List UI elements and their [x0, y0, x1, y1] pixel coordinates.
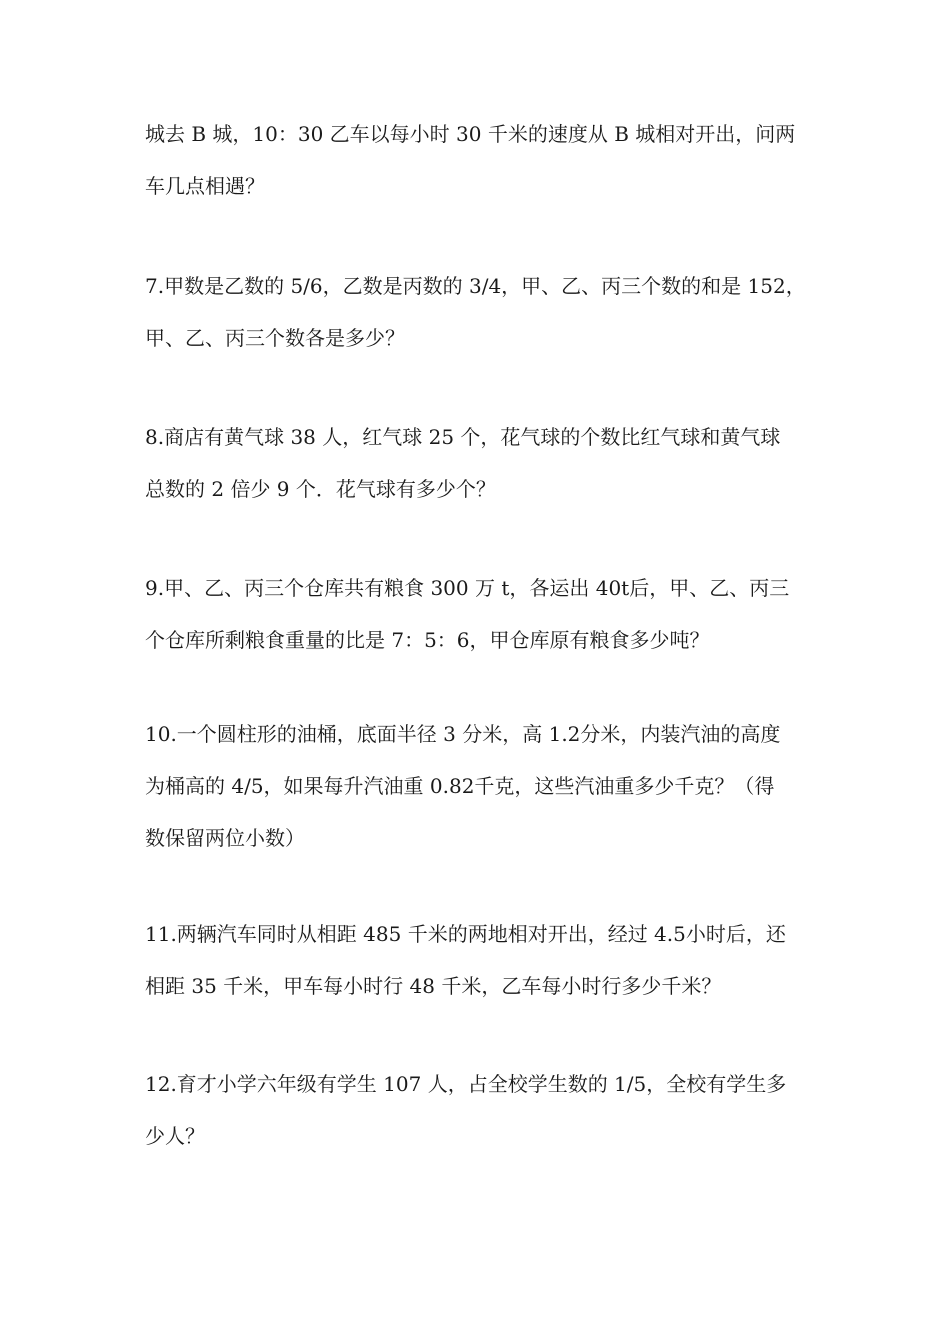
problem-line: 10.一个圆柱形的油桶，底面半径 3 分米，高 1.2分米，内装汽油的高度	[145, 722, 781, 746]
problem-8	[145, 421, 815, 525]
problem-7	[145, 270, 815, 374]
problem-9	[145, 572, 815, 676]
problem-line: 少人？	[145, 1124, 205, 1148]
problem-line: 甲、乙、丙三个数各是多少？	[145, 326, 405, 350]
problem-line: 相距 35 千米，甲车每小时行 48 千米，乙车每小时行多少千米？	[145, 974, 722, 998]
problem-line: 8.商店有黄气球 38 人，红气球 25 个，花气球的个数比红气球和黄气球	[145, 425, 781, 449]
problem-line: 11.两辆汽车同时从相距 485 千米的两地相对开出，经过 4.5小时后，还	[145, 922, 786, 946]
problem-10	[145, 718, 815, 874]
problem-line: 12.育才小学六年级有学生 107 人，占全校学生数的 1/5，全校有学生多	[145, 1072, 787, 1096]
problem-line: 9.甲、乙、丙三个仓库共有粮食 300 万 t，各运出 40t后，甲、乙、丙三	[145, 576, 790, 600]
problem-line: 数保留两位小数）	[145, 826, 305, 850]
problem-12	[145, 1068, 815, 1172]
problem-line: 总数的 2 倍少 9 个．花气球有多少个？	[145, 477, 496, 501]
problem-line: 城去 B 城，10：30 乙车以每小时 30 千米的速度从 B 城相对开出，问两	[145, 122, 796, 146]
problem-11	[145, 918, 815, 1022]
problem-line: 为桶高的 4/5，如果每升汽油重 0.82千克，这些汽油重多少千克？（得	[145, 774, 775, 798]
problem-line: 车几点相遇？	[145, 174, 265, 198]
problem-line: 7.甲数是乙数的 5/6，乙数是丙数的 3/4，甲、乙、丙三个数的和是 152，	[145, 274, 806, 298]
problem-6-continued	[145, 118, 815, 222]
problem-line: 个仓库所剩粮食重量的比是 7：5：6，甲仓库原有粮食多少吨？	[145, 628, 710, 652]
